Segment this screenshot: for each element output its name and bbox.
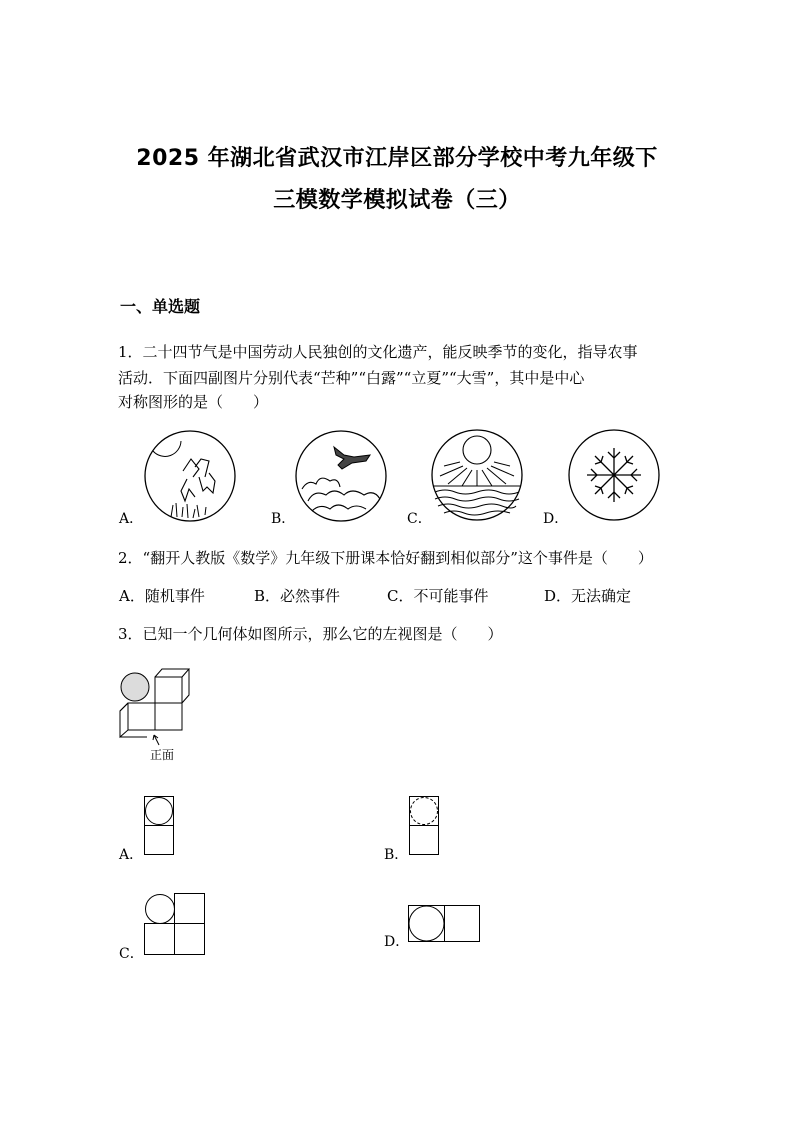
q2-option-b[interactable]: B．必然事件 [254, 587, 341, 605]
q1-text-line1: 1．二十四节气是中国劳动人民独创的文化遗产，能反映季节的变化，指导农事 [118, 343, 638, 361]
q3-option-a-label[interactable]: A． [119, 847, 144, 863]
q2-option-c[interactable]: C．不可能事件 [387, 587, 489, 605]
geometric-solid-figure [116, 667, 186, 745]
q3-option-d-figure[interactable] [408, 905, 482, 943]
front-view-label: 正面 [150, 748, 175, 762]
q3-text: 3．已知一个几何体如图所示，那么它的左视图是（ ） [118, 625, 503, 643]
page-title-line1: 2025 年湖北省武汉市江岸区部分学校中考九年级下 [136, 146, 658, 171]
q3-option-c-figure[interactable] [144, 893, 208, 957]
lixia-figure[interactable] [430, 428, 524, 522]
q3-option-c-label[interactable]: C． [119, 946, 144, 962]
page-title-line2: 三模数学模拟试卷（三） [273, 188, 521, 213]
q2-option-d[interactable]: D．无法确定 [544, 587, 632, 605]
section-heading: 一、单选题 [120, 297, 201, 316]
q2-text: 2．“翻开人教版《数学》九年级下册课本恰好翻到相似部分”这个事件是（ ） [118, 549, 653, 567]
q2-option-a[interactable]: A．随机事件 [119, 587, 205, 605]
mangzhong-figure[interactable] [143, 429, 237, 523]
q3-option-d-label[interactable]: D． [384, 934, 410, 950]
q1-text-line3: 对称图形的是（ ） [118, 393, 269, 411]
q1-option-a-label[interactable]: A． [119, 511, 144, 527]
q1-option-d-label[interactable]: D． [543, 511, 569, 527]
q1-text-line2: 活动．下面四副图片分别代表“芒种”“白露”“立夏”“大雪”，其中是中心 [118, 369, 585, 387]
q1-option-b-label[interactable]: B． [271, 511, 296, 527]
q3-option-b-label[interactable]: B． [384, 847, 409, 863]
bailu-figure[interactable] [294, 429, 388, 523]
q1-option-c-label[interactable]: C． [407, 511, 432, 527]
q3-option-b-figure[interactable] [409, 796, 441, 856]
daxue-figure[interactable] [567, 428, 661, 522]
q3-option-a-figure[interactable] [144, 796, 176, 856]
